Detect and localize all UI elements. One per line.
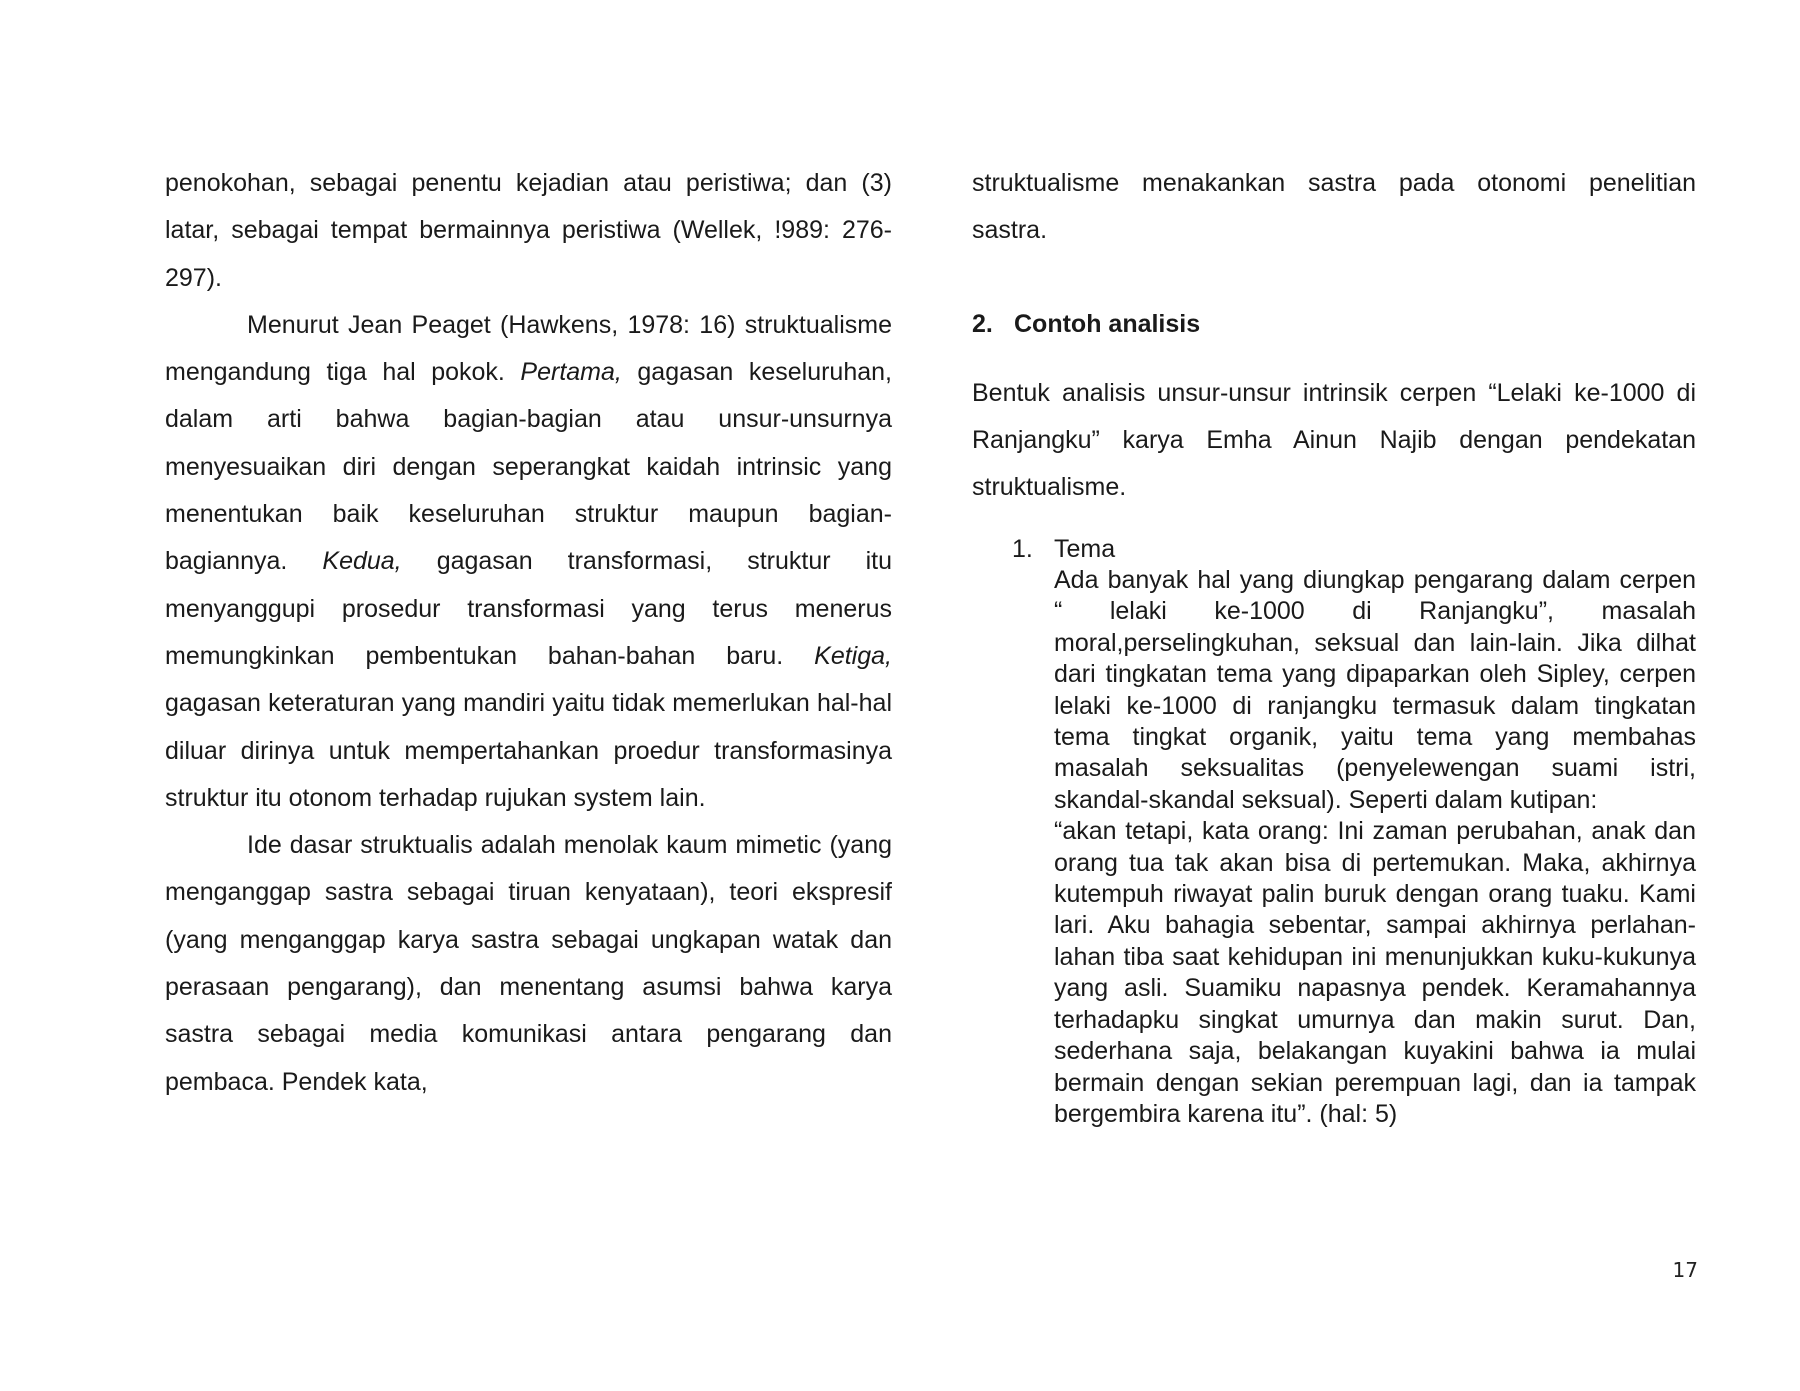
list-item-title: Tema xyxy=(1054,535,1116,563)
section-heading-number: 2. xyxy=(972,310,993,338)
p2-text-c: gagasan transformasi, struktur itu menyanggupi prosedur transformasi yang terus menerus memungkinkan pembentukan bahan-bahan baru. xyxy=(165,547,892,670)
list-item-body: Ada banyak hal yang diungkap pengarang dalam cerpen “ lelaki ke-1000 di Ranjangku”, masalah moral,perselingkuhan, seksual dan lain-lain. Jika dilhat dari tingkatan tema yang dipaparkan oleh Sipley, cerpen lelaki ke-1000 di ranjangku termasuk dalam tingkatan tema tingkat organik, yaitu tema yang membahas masalah seksualitas (penyelewengan suami istri, skandal-skandal seksual). Seperti dalam kutipan: xyxy=(1054,566,1696,814)
section-heading xyxy=(972,301,1696,348)
p2-pertama: Pertama, xyxy=(520,358,622,387)
p2-text-b: gagasan keseluruhan, dalam arti bahwa bagian-bagian atau unsur-unsurnya menyesuaikan diri dengan seperangkat kaidah intrinsic yang menentukan baik keseluruhan struktur maupun bagian-bagiannya. xyxy=(165,358,892,576)
list-item-number: 1. xyxy=(1012,535,1033,563)
left-paragraph-1: penokohan, sebagai penentu kejadian atau peristiwa; dan (3) latar, sebagai tempat bermainnya peristiwa (Wellek, !989: 276-297). xyxy=(165,169,892,292)
right-paragraph-1: struktualisme menakankan sastra pada otonomi penelitian sastra. xyxy=(972,169,1696,244)
p2-kedua: Kedua, xyxy=(322,547,402,576)
list-item-head xyxy=(972,533,1696,565)
section-heading-text: Contoh analisis xyxy=(1014,310,1201,338)
list-item-quote: “akan tetapi, kata orang: Ini zaman perubahan, anak dan orang tua tak akan bisa di pertemukan. Maka, akhirnya kutempuh riwayat palin buruk dengan orang tuaku. Kami lari. Aku bahagia sebentar, sampai akhirnya perlahan-lahan tiba saat kehidupan ini menunjukkan kuku-kukunya yang asli. Suamiku napasnya pendek. Keramahannya terhadapku singkat umurnya dan makin surut. Dan, sederhana saja, belakangan kuyakini bahwa ia mulai bermain dengan sekian perempuan lagi, dan ia tampak bergembira karena itu”. (hal: 5) xyxy=(1054,817,1696,1128)
left-paragraph-2 xyxy=(165,302,892,822)
numbered-list xyxy=(972,533,1696,1130)
right-column xyxy=(972,160,1696,1130)
right-paragraph-2: Bentuk analisis unsur-unsur intrinsik cerpen “Lelaki ke-1000 di Ranjangku” karya Emha Ainun Najib dengan pendekatan struktualisme. xyxy=(972,379,1696,501)
p2-ketiga: Ketiga, xyxy=(814,641,892,670)
left-column xyxy=(165,160,892,1106)
p2-text-d: gagasan keteraturan yang mandiri yaitu tidak memerlukan hal-hal diluar dirinya untuk mempertahankan proedur transformasinya struktur itu otonom terhadap rujukan system lain. xyxy=(165,689,892,812)
left-paragraph-3: Ide dasar struktualis adalah menolak kaum mimetic (yang menganggap sastra sebagai tiruan kenyataan), teori ekspresif (yang menganggap karya sastra sebagai ungkapan watak dan perasaan pengarang), dan menentang asumsi bahwa karya sastra sebagai media komunikasi antara pengarang dan pembaca. Pendek kata, xyxy=(165,831,892,1096)
page-number: 17 xyxy=(1672,1258,1698,1282)
p2-text-a: Menurut Jean Peaget (Hawkens, 1978: 16) struktualisme mengandung tiga hal pokok. xyxy=(165,310,892,387)
